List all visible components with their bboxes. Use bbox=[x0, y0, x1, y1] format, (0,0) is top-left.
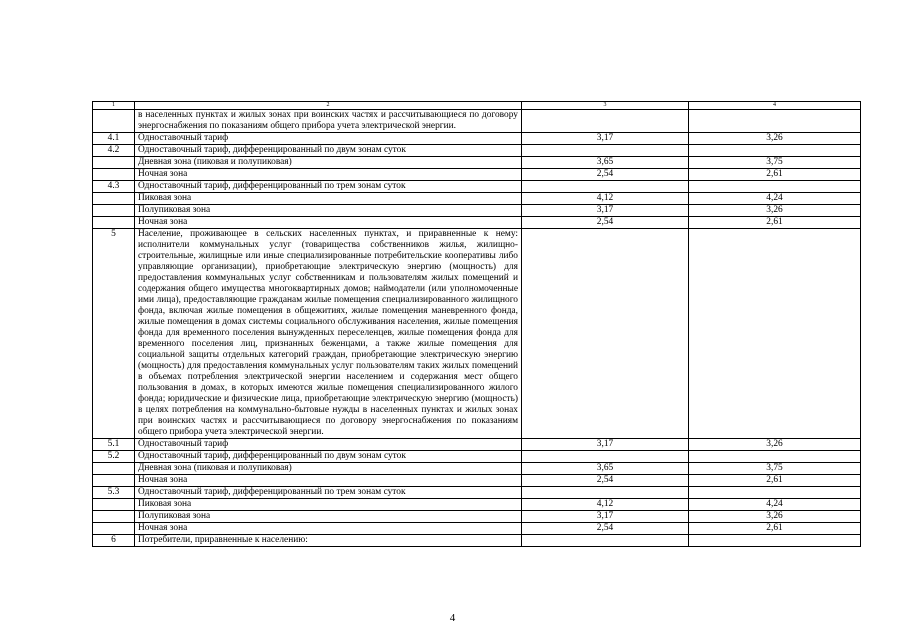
row-description: Полупиковая зона bbox=[135, 511, 522, 523]
row-number bbox=[93, 523, 135, 535]
row-number: 5.3 bbox=[93, 487, 135, 499]
tariff-value-col3: 3,65 bbox=[522, 157, 689, 169]
row-number bbox=[93, 193, 135, 205]
row-number: 4.2 bbox=[93, 145, 135, 157]
tariff-value-col4 bbox=[689, 487, 861, 499]
row-number bbox=[93, 217, 135, 229]
tariff-value-col3 bbox=[522, 181, 689, 193]
column-number-row bbox=[93, 102, 861, 110]
tariff-value-col3: 4,12 bbox=[522, 193, 689, 205]
column-number: 2 bbox=[135, 102, 522, 110]
table-row bbox=[93, 181, 861, 193]
table-row bbox=[93, 451, 861, 463]
column-number: 3 bbox=[522, 102, 689, 110]
tariff-value-col4: 3,75 bbox=[689, 157, 861, 169]
tariff-value-col3 bbox=[522, 145, 689, 157]
table-row bbox=[93, 523, 861, 535]
tariff-value-col3 bbox=[522, 487, 689, 499]
tariff-value-col4 bbox=[689, 535, 861, 547]
table-row bbox=[93, 205, 861, 217]
row-description: Ночная зона bbox=[135, 475, 522, 487]
row-description: Дневная зона (пиковая и полупиковая) bbox=[135, 463, 522, 475]
row-number bbox=[93, 463, 135, 475]
row-description: Одноставочный тариф bbox=[135, 439, 522, 451]
row-description: в населенных пунктах и жилых зонах при воинских частях и рассчитывающиеся по договору энергоснабжения по показаниям общего прибора учета электрической энергии. bbox=[135, 110, 522, 133]
tariff-value-col4: 4,24 bbox=[689, 193, 861, 205]
tariff-value-col4: 3,26 bbox=[689, 133, 861, 145]
row-description: Одноставочный тариф, дифференцированный по двум зонам суток bbox=[135, 451, 522, 463]
row-number: 5 bbox=[93, 229, 135, 439]
tariff-value-col4: 3,26 bbox=[689, 439, 861, 451]
row-number bbox=[93, 110, 135, 133]
tariff-value-col4 bbox=[689, 451, 861, 463]
tariff-value-col4: 2,61 bbox=[689, 217, 861, 229]
row-description: Полупиковая зона bbox=[135, 205, 522, 217]
tariff-value-col4 bbox=[689, 145, 861, 157]
row-number bbox=[93, 499, 135, 511]
table-row bbox=[93, 169, 861, 181]
tariff-value-col3: 2,54 bbox=[522, 169, 689, 181]
row-description: Одноставочный тариф bbox=[135, 133, 522, 145]
row-number bbox=[93, 157, 135, 169]
table-row bbox=[93, 499, 861, 511]
table-row bbox=[93, 439, 861, 451]
tariff-value-col4: 3,75 bbox=[689, 463, 861, 475]
row-description: Пиковая зона bbox=[135, 499, 522, 511]
tariff-value-col3: 3,17 bbox=[522, 511, 689, 523]
row-description: Пиковая зона bbox=[135, 193, 522, 205]
tariff-value-col4: 3,26 bbox=[689, 205, 861, 217]
tariff-value-col3: 3,65 bbox=[522, 463, 689, 475]
table-row bbox=[93, 217, 861, 229]
tariff-value-col3: 3,17 bbox=[522, 133, 689, 145]
tariff-value-col3 bbox=[522, 110, 689, 133]
table-row bbox=[93, 511, 861, 523]
table-row bbox=[93, 193, 861, 205]
table-row bbox=[93, 145, 861, 157]
column-number: 4 bbox=[689, 102, 861, 110]
tariff-value-col3 bbox=[522, 451, 689, 463]
row-number bbox=[93, 511, 135, 523]
tariff-value-col3: 2,54 bbox=[522, 523, 689, 535]
tariff-value-col3: 2,54 bbox=[522, 475, 689, 487]
page-number: 4 bbox=[449, 612, 456, 624]
table-row bbox=[93, 110, 861, 133]
table-row bbox=[93, 475, 861, 487]
tariff-table-container bbox=[92, 101, 860, 547]
tariff-value-col3 bbox=[522, 535, 689, 547]
row-description: Ночная зона bbox=[135, 523, 522, 535]
tariff-value-col4: 3,26 bbox=[689, 511, 861, 523]
tariff-value-col3: 3,17 bbox=[522, 439, 689, 451]
tariff-value-col3: 3,17 bbox=[522, 205, 689, 217]
row-description: Одноставочный тариф, дифференцированный по трем зонам суток bbox=[135, 181, 522, 193]
row-number bbox=[93, 475, 135, 487]
row-description: Население, проживающее в сельских населенных пунктах, и приравненные к нему: исполнители коммунальных услуг (товарищества собственников жилья, жилищно-строительные, жилищные или иные специализированные потребительские кооперативы либо управляющие организации), приобретающие электрическую энергию (мощность) для предоставления коммунальных услуг собственникам и пользователям жилых помещений и содержания общего имущества многоквартирных домов; наймодатели (или уполномоченные ими лица), предоставляющие гражданам жилые помещения специализированного жилищного фонда, включая жилые помещения в общежитиях, жилые помещения маневренного фонда, жилые помещения в домах системы социального обслуживания населения, жилые помещения фонда для временного поселения вынужденных переселенцев, жилые помещения фонда для временного поселения лиц, признанных беженцами, а также жилые помещения для социальной защиты отдельных категорий граждан, приобретающие электрическую энергию (мощность) для предоставления коммунальных услуг пользователям таких жилых помещений в объемах потребления электрической энергии населением и содержания мест общего пользования в домах, в которых имеются жилые помещения специализированного жилого фонда; юридические и физические лица, приобретающие электрическую энергию (мощность) в целях потребления на коммунально-бытовые нужды в населенных пунктах и жилых зонах при воинских частях и рассчитывающиеся по договору энергоснабжения по показаниям общего прибора учета электрической энергии. bbox=[135, 229, 522, 439]
tariff-value-col4: 4,24 bbox=[689, 499, 861, 511]
row-number bbox=[93, 205, 135, 217]
row-number: 5.2 bbox=[93, 451, 135, 463]
tariff-value-col4 bbox=[689, 181, 861, 193]
table-row bbox=[93, 535, 861, 547]
tariff-value-col4 bbox=[689, 229, 861, 439]
row-description: Одноставочный тариф, дифференцированный по трем зонам суток bbox=[135, 487, 522, 499]
row-number: 4.3 bbox=[93, 181, 135, 193]
row-description: Дневная зона (пиковая и полупиковая) bbox=[135, 157, 522, 169]
row-description: Ночная зона bbox=[135, 217, 522, 229]
tariff-value-col4: 2,61 bbox=[689, 475, 861, 487]
row-description: Ночная зона bbox=[135, 169, 522, 181]
table-row bbox=[93, 229, 861, 439]
column-number: 1 bbox=[93, 102, 135, 110]
row-description: Потребители, приравненные к населению: bbox=[135, 535, 522, 547]
row-number bbox=[93, 169, 135, 181]
row-description: Одноставочный тариф, дифференцированный по двум зонам суток bbox=[135, 145, 522, 157]
tariff-value-col4 bbox=[689, 110, 861, 133]
tariff-table bbox=[92, 101, 861, 547]
tariff-value-col3 bbox=[522, 229, 689, 439]
table-row bbox=[93, 133, 861, 145]
row-number: 5.1 bbox=[93, 439, 135, 451]
tariff-table-body bbox=[93, 110, 861, 547]
table-row bbox=[93, 487, 861, 499]
tariff-value-col4: 2,61 bbox=[689, 523, 861, 535]
table-row bbox=[93, 463, 861, 475]
row-number: 4.1 bbox=[93, 133, 135, 145]
tariff-value-col3: 2,54 bbox=[522, 217, 689, 229]
tariff-value-col4: 2,61 bbox=[689, 169, 861, 181]
row-number: 6 bbox=[93, 535, 135, 547]
table-row bbox=[93, 157, 861, 169]
tariff-value-col3: 4,12 bbox=[522, 499, 689, 511]
